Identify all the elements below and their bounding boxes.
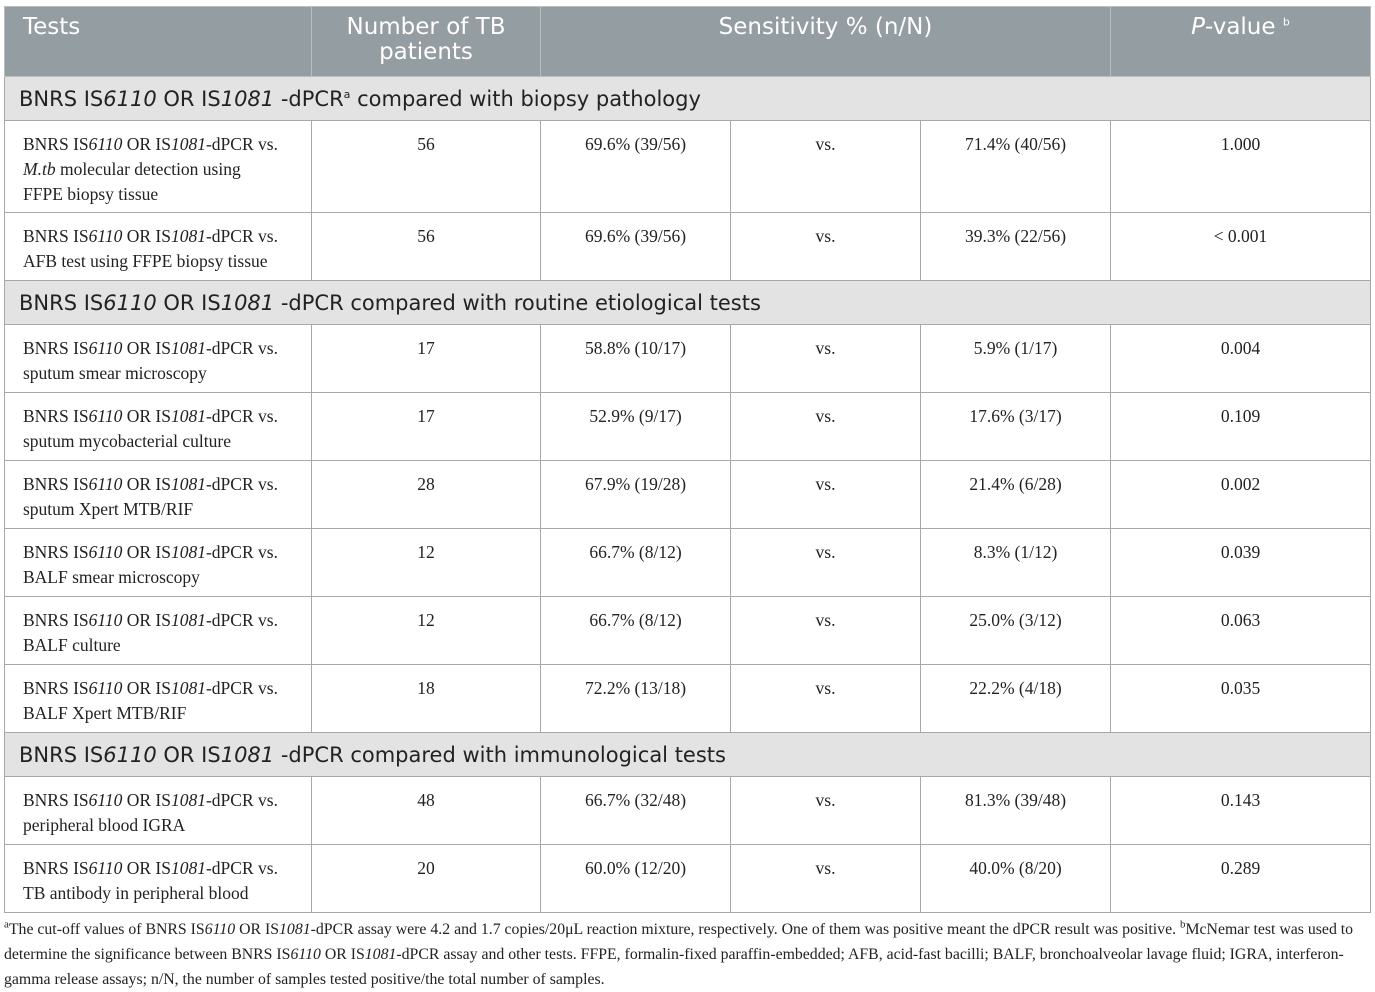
section-row bbox=[5, 77, 1371, 121]
vs-cell: vs. bbox=[731, 121, 921, 213]
comparator-sensitivity-cell: 25.0% (3/12) bbox=[921, 597, 1111, 665]
section-title: BNRS IS6110 OR IS1081 -dPCR compared with immunological tests bbox=[5, 733, 1371, 777]
header-sensitivity: Sensitivity % (n/N) bbox=[541, 7, 1111, 77]
vs-cell: vs. bbox=[731, 325, 921, 393]
test-name-cell: BNRS IS6110 OR IS1081-dPCR vs. AFB test using FFPE biopsy tissue bbox=[5, 213, 312, 281]
patients-count-cell: 48 bbox=[312, 777, 541, 845]
patients-count-cell: 12 bbox=[312, 597, 541, 665]
p-value-cell: 0.143 bbox=[1111, 777, 1371, 845]
vs-cell: vs. bbox=[731, 529, 921, 597]
vs-cell: vs. bbox=[731, 213, 921, 281]
dpcr-sensitivity-cell: 66.7% (32/48) bbox=[541, 777, 731, 845]
dpcr-sensitivity-cell: 69.6% (39/56) bbox=[541, 121, 731, 213]
dpcr-sensitivity-cell: 60.0% (12/20) bbox=[541, 845, 731, 913]
vs-cell: vs. bbox=[731, 845, 921, 913]
header-p-value-sup: b bbox=[1282, 15, 1290, 29]
table-row bbox=[5, 325, 1371, 393]
comparator-sensitivity-cell: 5.9% (1/17) bbox=[921, 325, 1111, 393]
p-value-cell: 0.002 bbox=[1111, 461, 1371, 529]
table-row bbox=[5, 461, 1371, 529]
table-row bbox=[5, 213, 1371, 281]
header-tests: Tests bbox=[5, 7, 312, 77]
comparator-sensitivity-cell: 17.6% (3/17) bbox=[921, 393, 1111, 461]
patients-count-cell: 56 bbox=[312, 213, 541, 281]
p-value-cell: 0.289 bbox=[1111, 845, 1371, 913]
table-row bbox=[5, 845, 1371, 913]
section-title: BNRS IS6110 OR IS1081 -dPCR$^a$ compared with biopsy pathology bbox=[5, 77, 1371, 121]
patients-count-cell: 12 bbox=[312, 529, 541, 597]
dpcr-sensitivity-cell: 66.7% (8/12) bbox=[541, 597, 731, 665]
test-name-cell: BNRS IS6110 OR IS1081-dPCR vs. M.tb molecular detection using FFPE biopsy tissue bbox=[5, 121, 312, 213]
p-value-cell: 0.039 bbox=[1111, 529, 1371, 597]
p-value-cell: < 0.001 bbox=[1111, 213, 1371, 281]
test-name-cell: BNRS IS6110 OR IS1081-dPCR vs. peripheral blood IGRA bbox=[5, 777, 312, 845]
sensitivity-table bbox=[4, 6, 1371, 913]
test-name-cell: BNRS IS6110 OR IS1081-dPCR vs. TB antibody in peripheral blood bbox=[5, 845, 312, 913]
comparator-sensitivity-cell: 22.2% (4/18) bbox=[921, 665, 1111, 733]
vs-cell: vs. bbox=[731, 597, 921, 665]
vs-cell: vs. bbox=[731, 461, 921, 529]
dpcr-sensitivity-cell: 69.6% (39/56) bbox=[541, 213, 731, 281]
patients-count-cell: 28 bbox=[312, 461, 541, 529]
dpcr-sensitivity-cell: 66.7% (8/12) bbox=[541, 529, 731, 597]
p-value-cell: 0.109 bbox=[1111, 393, 1371, 461]
table-row bbox=[5, 529, 1371, 597]
vs-cell: vs. bbox=[731, 777, 921, 845]
dpcr-sensitivity-cell: 58.8% (10/17) bbox=[541, 325, 731, 393]
comparator-sensitivity-cell: 8.3% (1/12) bbox=[921, 529, 1111, 597]
comparator-sensitivity-cell: 39.3% (22/56) bbox=[921, 213, 1111, 281]
table-body bbox=[5, 77, 1371, 913]
comparator-sensitivity-cell: 81.3% (39/48) bbox=[921, 777, 1111, 845]
table-row bbox=[5, 777, 1371, 845]
comparator-sensitivity-cell: 21.4% (6/28) bbox=[921, 461, 1111, 529]
p-value-cell: 0.035 bbox=[1111, 665, 1371, 733]
vs-cell: vs. bbox=[731, 665, 921, 733]
test-name-cell: BNRS IS6110 OR IS1081-dPCR vs. sputum Xpert MTB/RIF bbox=[5, 461, 312, 529]
p-value-cell: 1.000 bbox=[1111, 121, 1371, 213]
header-p-value-italic: P bbox=[1191, 14, 1206, 40]
header-number-of-patients: Number of TB patients bbox=[312, 7, 541, 77]
table-row bbox=[5, 665, 1371, 733]
section-row bbox=[5, 733, 1371, 777]
header-p-value bbox=[1111, 7, 1371, 77]
comparator-sensitivity-cell: 40.0% (8/20) bbox=[921, 845, 1111, 913]
dpcr-sensitivity-cell: 52.9% (9/17) bbox=[541, 393, 731, 461]
test-name-cell: BNRS IS6110 OR IS1081-dPCR vs. sputum mycobacterial culture bbox=[5, 393, 312, 461]
test-name-cell: BNRS IS6110 OR IS1081-dPCR vs. BALF culture bbox=[5, 597, 312, 665]
header-row bbox=[5, 7, 1371, 77]
table-row bbox=[5, 393, 1371, 461]
comparator-sensitivity-cell: 71.4% (40/56) bbox=[921, 121, 1111, 213]
dpcr-sensitivity-cell: 72.2% (13/18) bbox=[541, 665, 731, 733]
p-value-cell: 0.004 bbox=[1111, 325, 1371, 393]
sensitivity-table-container bbox=[4, 6, 1370, 913]
table-footnote: $^a$The cut-off values of BNRS IS6110 OR IS1081-dPCR assay were 4.2 and 1.7 copies/20μL reaction mixture, respectively. One of them was positive meant the dPCR result was positive. $^b$McNemar test was used to determine the significance between BNRS IS6110 OR IS1081-dPCR assay and other tests. FFPE, formalin-fixed paraffin-embedded; AFB, acid-fast bacilli; BALF, bronchoalveolar lavage fluid; IGRA, interferon-gamma release assays; n/N, the number of samples tested positive/the total number of samples. bbox=[4, 918, 1354, 988]
section-title: BNRS IS6110 OR IS1081 -dPCR compared with routine etiological tests bbox=[5, 281, 1371, 325]
p-value-cell: 0.063 bbox=[1111, 597, 1371, 665]
section-row bbox=[5, 281, 1371, 325]
patients-count-cell: 17 bbox=[312, 393, 541, 461]
test-name-cell: BNRS IS6110 OR IS1081-dPCR vs. BALF Xpert MTB/RIF bbox=[5, 665, 312, 733]
patients-count-cell: 20 bbox=[312, 845, 541, 913]
patients-count-cell: 17 bbox=[312, 325, 541, 393]
test-name-cell: BNRS IS6110 OR IS1081-dPCR vs. BALF smear microscopy bbox=[5, 529, 312, 597]
patients-count-cell: 56 bbox=[312, 121, 541, 213]
patients-count-cell: 18 bbox=[312, 665, 541, 733]
test-name-cell: BNRS IS6110 OR IS1081-dPCR vs. sputum smear microscopy bbox=[5, 325, 312, 393]
dpcr-sensitivity-cell: 67.9% (19/28) bbox=[541, 461, 731, 529]
table-row bbox=[5, 597, 1371, 665]
vs-cell: vs. bbox=[731, 393, 921, 461]
header-p-value-rest: -value bbox=[1205, 14, 1276, 40]
table-row bbox=[5, 121, 1371, 213]
